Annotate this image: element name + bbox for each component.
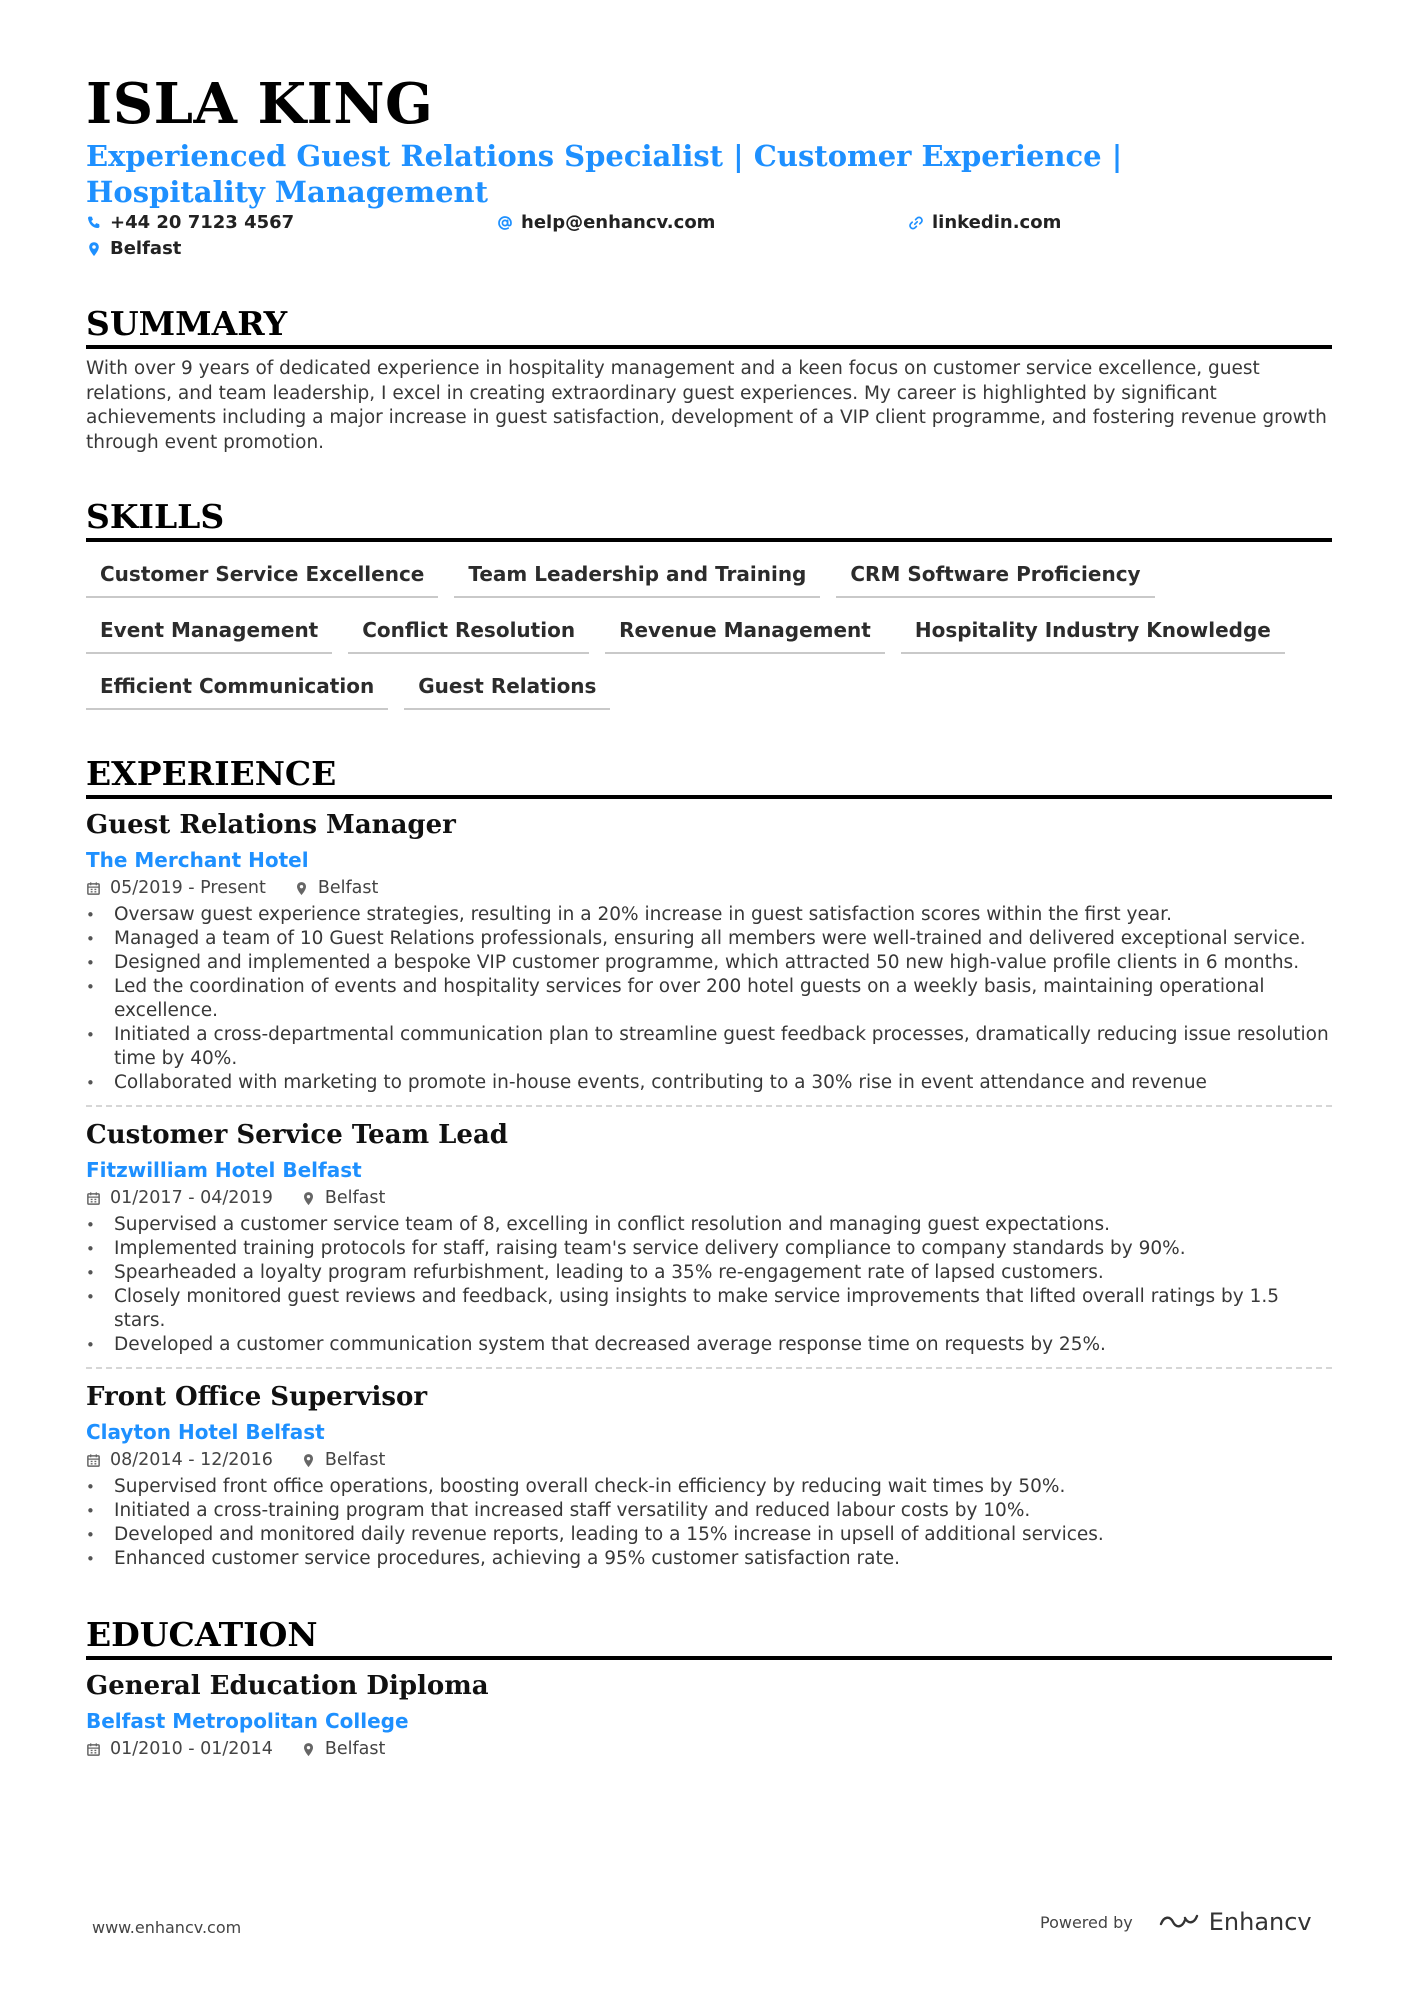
skills-list: [86, 556, 1332, 710]
job-bullets: [86, 1213, 1332, 1357]
job-bullets: [86, 903, 1332, 1095]
bullet-item: • Developed and monitored daily revenue reports, leading to a 15% increase in upsell of additional services.: [86, 1523, 1332, 1547]
bullet-item: • Supervised a customer service team of 8, excelling in conflict resolution and managing guest expectations.: [86, 1213, 1332, 1237]
skill-tag: Event Management: [86, 612, 332, 654]
map-pin-icon: [294, 881, 309, 896]
phone-text: +44 20 7123 4567: [110, 212, 295, 233]
skill-tag: Customer Service Excellence: [86, 556, 438, 598]
education-entry: [86, 1670, 1332, 1760]
job-location: [301, 1187, 386, 1209]
location-text: Belfast: [110, 238, 182, 259]
calendar-icon: [86, 1453, 101, 1468]
link-icon: [908, 215, 924, 231]
experience-section: [86, 754, 1332, 1571]
calendar-icon: [86, 881, 101, 896]
job-entry: [86, 1119, 1332, 1357]
brand-logo[interactable]: [1157, 1908, 1312, 1936]
education-location: [301, 1738, 386, 1760]
job-bullets: [86, 1475, 1332, 1571]
experience-title: EXPERIENCE: [86, 754, 1332, 799]
job-dates: [86, 877, 266, 899]
job-dates: [86, 1449, 273, 1471]
dates-text: 01/2010 - 01/2014: [110, 1739, 273, 1759]
skills-title: SKILLS: [86, 497, 1332, 542]
at-sign-icon: [497, 215, 513, 231]
calendar-icon: [86, 1742, 101, 1757]
summary-title: SUMMARY: [86, 304, 1332, 349]
map-pin-icon: [301, 1742, 316, 1757]
email-text: help@enhancv.com: [521, 212, 716, 233]
location-text: Belfast: [324, 1450, 386, 1470]
contact-phone[interactable]: [86, 212, 294, 233]
powered-by-label: Powered by: [1040, 1912, 1133, 1932]
bullet-item: • Developed a customer communication system that decreased average response time on requests by 25%.: [86, 1333, 1332, 1357]
school-name[interactable]: Belfast Metropolitan College: [86, 1709, 409, 1733]
dates-text: 08/2014 - 12/2016: [110, 1450, 273, 1470]
job-meta: [86, 1449, 1332, 1471]
bullet-item: • Oversaw guest experience strategies, resulting in a 20% increase in guest satisfaction scores within the first year.: [86, 903, 1332, 927]
summary-section: [86, 304, 1332, 455]
education-title: EDUCATION: [86, 1615, 1332, 1660]
location-text: Belfast: [324, 1739, 386, 1759]
map-pin-icon: [86, 241, 102, 257]
job-divider: [86, 1367, 1332, 1369]
skill-tag: Guest Relations: [404, 668, 610, 710]
enhancv-logo-icon: [1157, 1910, 1201, 1934]
job-entry: [86, 1381, 1332, 1571]
bullet-item: • Led the coordination of events and hospitality services for over 200 hotel guests on a weekly basis, maintaining operational excellence.: [86, 975, 1332, 1023]
bullet-item: • Designed and implemented a bespoke VIP customer programme, which attracted 50 new high-value profile clients in 6 months.: [86, 951, 1332, 975]
dates-text: 05/2019 - Present: [110, 878, 266, 898]
footer-branding: [1040, 1908, 1312, 1936]
phone-icon: [86, 215, 102, 231]
skill-tag: Efficient Communication: [86, 668, 388, 710]
job-meta: [86, 1187, 1332, 1209]
contact-info: [86, 210, 1332, 262]
skills-section: [86, 497, 1332, 710]
bullet-item: • Collaborated with marketing to promote in-house events, contributing to a 30% rise in event attendance and revenue: [86, 1071, 1332, 1095]
skill-tag: Revenue Management: [605, 612, 885, 654]
map-pin-icon: [301, 1191, 316, 1206]
bullet-item: • Implemented training protocols for staff, raising team's service delivery compliance to company standards by 90%.: [86, 1237, 1332, 1261]
resume-content: [86, 70, 1332, 1760]
bullet-item: • Enhanced customer service procedures, achieving a 95% customer satisfaction rate.: [86, 1547, 1332, 1571]
skill-tag: Team Leadership and Training: [454, 556, 820, 598]
contact-linkedin[interactable]: [908, 212, 1061, 233]
dates-text: 01/2017 - 04/2019: [110, 1188, 273, 1208]
calendar-icon: [86, 1191, 101, 1206]
map-pin-icon: [301, 1453, 316, 1468]
job-title: Customer Service Team Lead: [86, 1120, 508, 1150]
skill-tag: Hospitality Industry Knowledge: [901, 612, 1285, 654]
location-text: Belfast: [317, 878, 379, 898]
skill-tag: Conflict Resolution: [348, 612, 589, 654]
job-title: Guest Relations Manager: [86, 810, 456, 840]
job-meta: [86, 877, 1332, 899]
bullet-item: • Managed a team of 10 Guest Relations professionals, ensuring all members were well-trained and delivered exceptional service.: [86, 927, 1332, 951]
contact-email[interactable]: [497, 212, 715, 233]
candidate-name: ISLA KING: [86, 71, 434, 137]
job-divider: [86, 1105, 1332, 1107]
job-location: [294, 877, 379, 899]
job-title: Front Office Supervisor: [86, 1382, 428, 1412]
linkedin-text: linkedin.com: [932, 212, 1062, 233]
footer-website[interactable]: www.enhancv.com: [92, 1918, 242, 1937]
skill-tag: CRM Software Proficiency: [836, 556, 1154, 598]
bullet-item: • Spearheaded a loyalty program refurbishment, leading to a 35% re-engagement rate of lapsed customers.: [86, 1261, 1332, 1285]
bullet-item: • Initiated a cross-training program that increased staff versatility and reduced labour costs by 10%.: [86, 1499, 1332, 1523]
location-text: Belfast: [324, 1188, 386, 1208]
company-name[interactable]: The Merchant Hotel: [86, 848, 309, 872]
contact-location: [86, 238, 181, 259]
company-name[interactable]: Clayton Hotel Belfast: [86, 1420, 325, 1444]
education-meta: [86, 1738, 1332, 1760]
degree-title: General Education Diploma: [86, 1671, 489, 1701]
education-section: [86, 1615, 1332, 1760]
education-dates: [86, 1738, 273, 1760]
company-name[interactable]: Fitzwilliam Hotel Belfast: [86, 1158, 362, 1182]
job-entry: [86, 809, 1332, 1095]
bullet-item: • Initiated a cross-departmental communication plan to streamline guest feedback processes, dramatically reducing issue resolution time by 40%.: [86, 1023, 1332, 1071]
candidate-headline: Experienced Guest Relations Specialist | Customer Experience | Hospitality Management: [86, 139, 1123, 209]
bullet-item: • Supervised front office operations, boosting overall check-in efficiency by reducing wait times by 50%.: [86, 1475, 1332, 1499]
job-location: [301, 1449, 386, 1471]
summary-text: With over 9 years of dedicated experience in hospitality management and a keen focus on customer service excellence, guest relations, and team leadership, I excel in creating extraordinary guest experiences. My career is highlighted by significant achievements including a major increase in guest satisfaction, development of a VIP client programme, and fostering revenue growth through event promotion.: [86, 358, 1327, 453]
job-dates: [86, 1187, 273, 1209]
brand-name: Enhancv: [1208, 1908, 1312, 1936]
bullet-item: • Closely monitored guest reviews and feedback, using insights to make service improvements that lifted overall ratings by 1.5 stars.: [86, 1285, 1332, 1333]
